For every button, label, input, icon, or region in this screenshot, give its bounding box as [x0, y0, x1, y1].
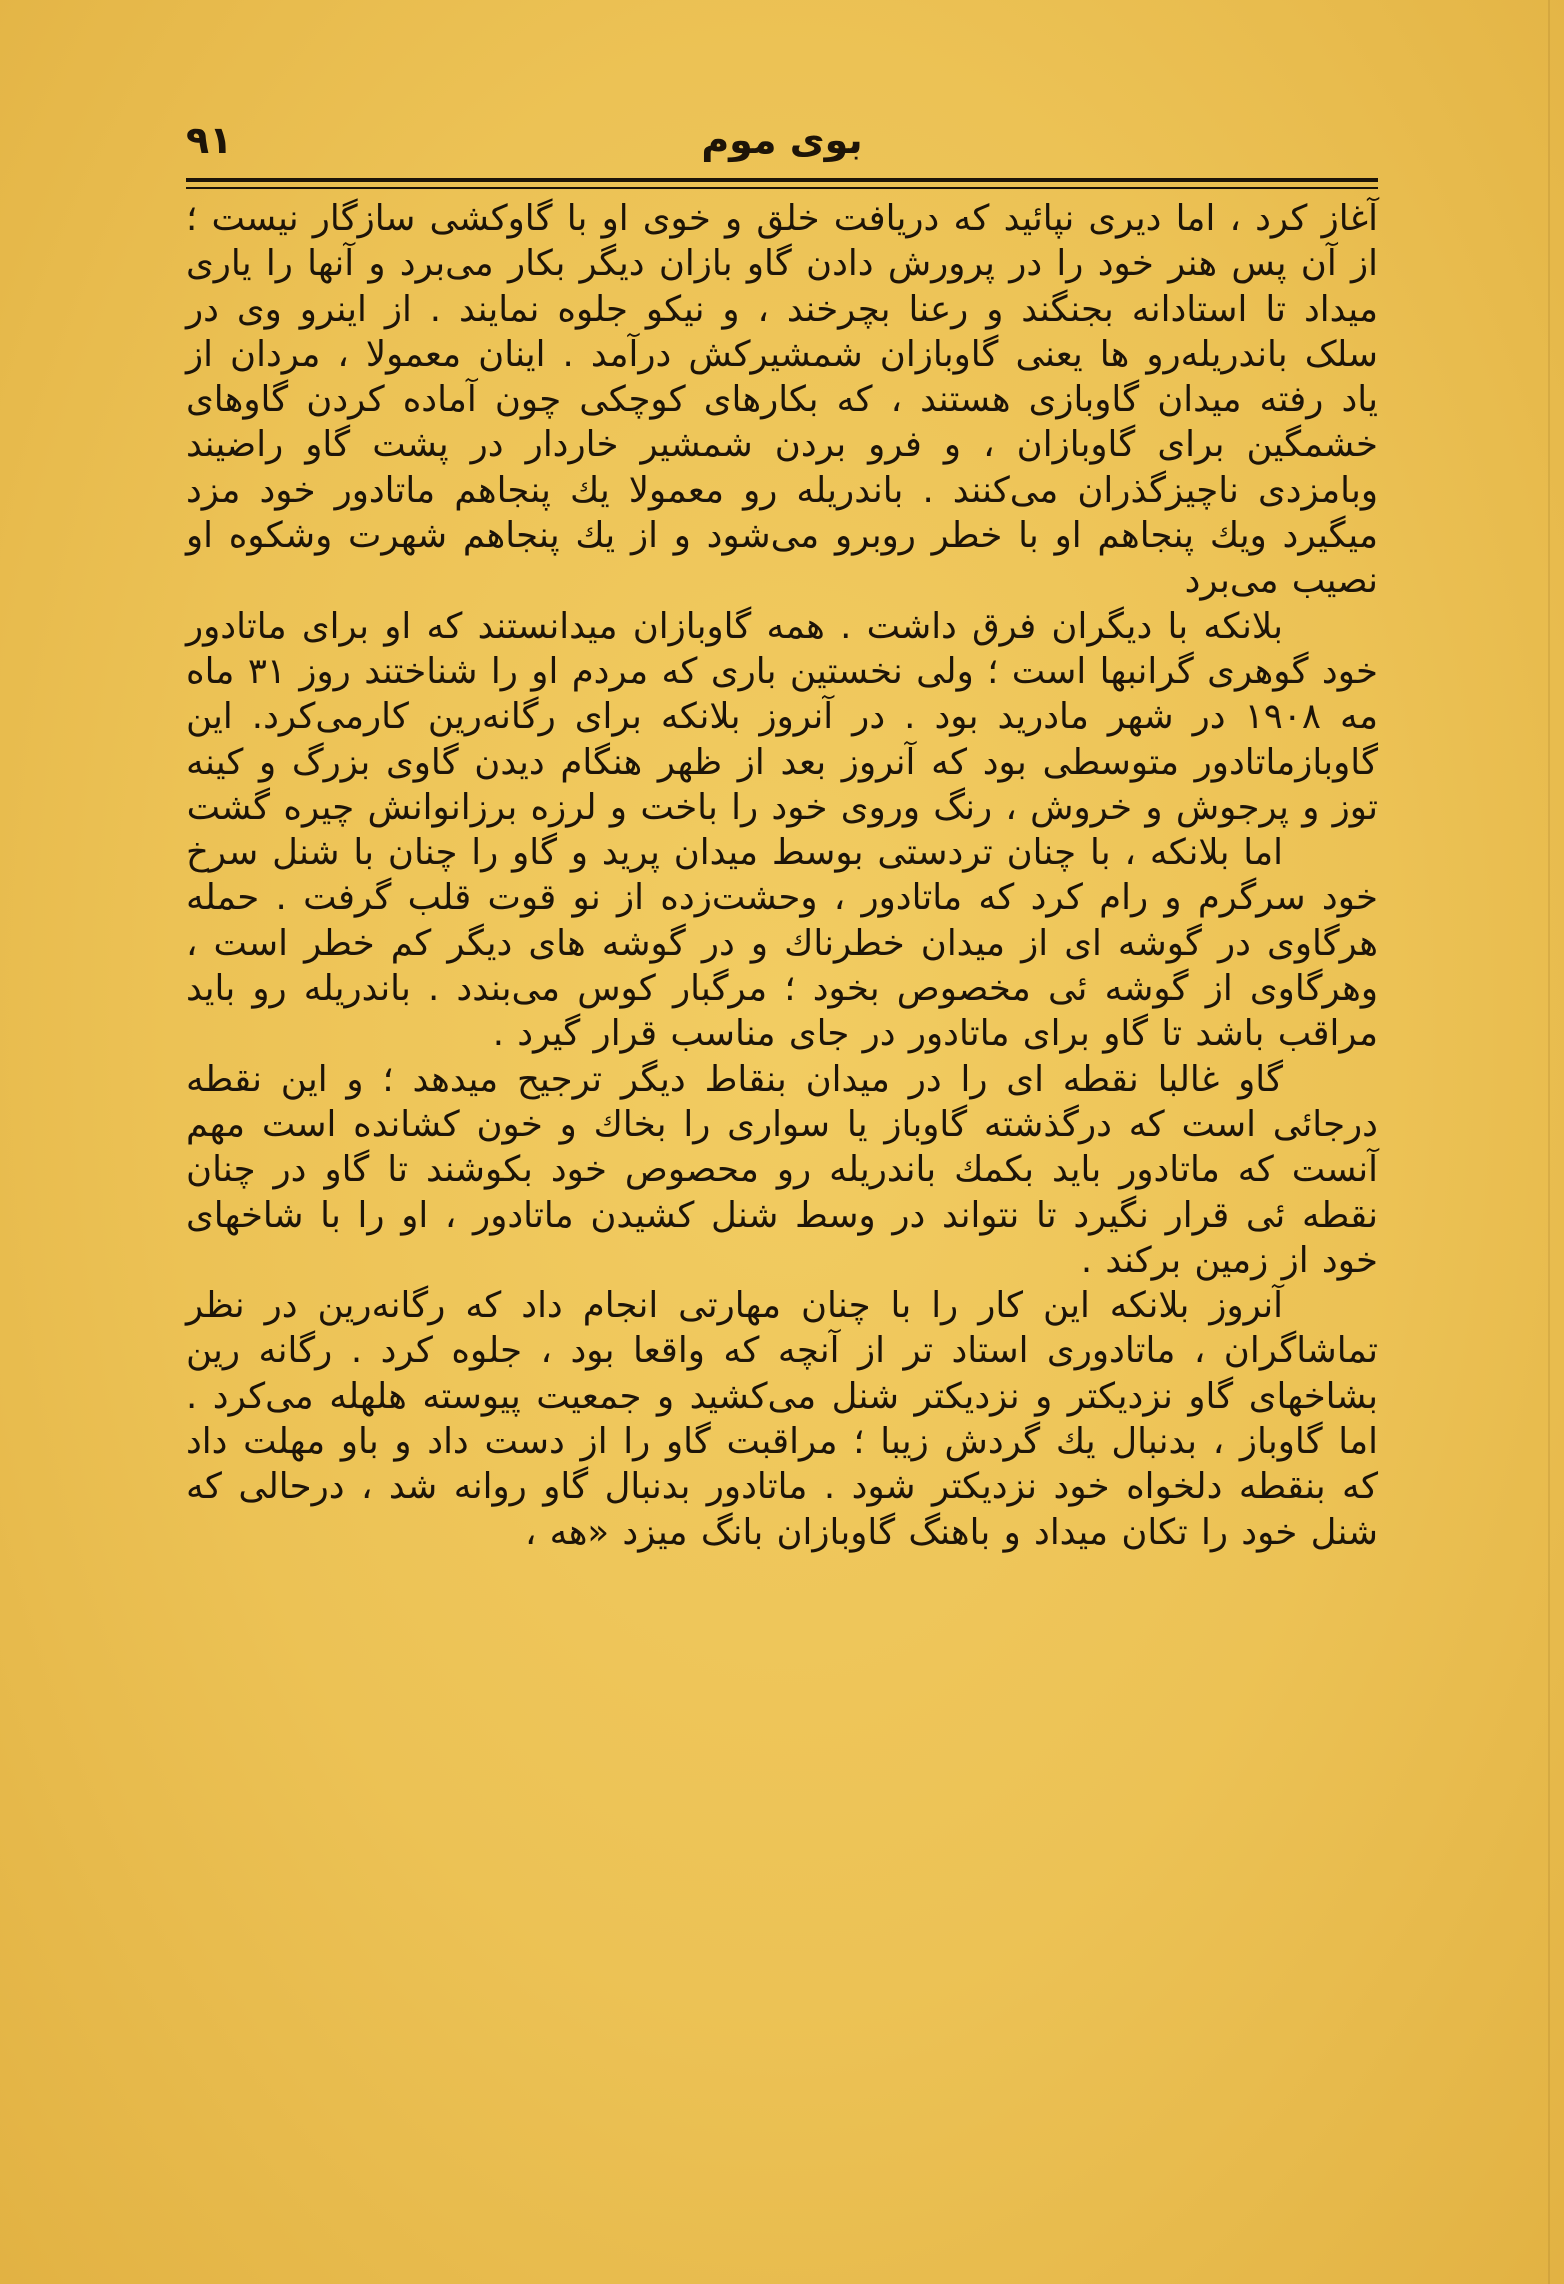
running-title: بوی موم: [701, 118, 863, 162]
page-edge-shadow: [1548, 0, 1550, 2284]
paragraph: بلانکه با دیگران فرق داشت . همه گاوبازان میدانستند که او برای ماتادور خود گوهری گرانبها است ؛ ولی نخستین باری که مردم او را شناختند روز ۳۱ ماه مه ۱۹۰۸ در شهر مادرید بود . در آنروز بلانکه برای رگانه‌رین کارمی‌کرد. این گاوبازماتادور متوسطی بود که آنروز بعد از ظهر هنگام دیدن گاوی بزرگ و کینه توز و پرجوش و خروش ، رنگ وروی خود را باخت و لرزه برزانوانش چیره گشت: [186, 605, 1379, 828]
paragraph: اما بلانکه ، با چنان تردستی بوسط میدان پرید و گاو را چنان با شنل سرخ خود سرگرم و رام کرد که ماتادور ، وحشت‌زده از نو قوت قلب گرفت . حمله هرگاوی در گوشه ای از میدان خطرناك و در گوشه های دیگر کم خطر است ، وهرگاوی از گوشه ئی مخصوص بخود ؛ مرگبار کوس می‌بندد . باندریله رو باید مراقب باشد تا گاو برای ماتادور در جای مناسب قرار گیرد .: [186, 832, 1378, 1055]
header-rule-thick: [186, 178, 1378, 182]
paragraph: آنروز بلانکه این کار را با چنان مهارتی انجام داد که رگانه‌رین در نظر تماشاگران ، ماتادوری استاد تر از آنچه که واقعا بود ، جلوه کرد . رگانه رین بشاخهای گاو نزدیکتر و نزدیکتر شنل می‌کشید و جمعیت پیوسته هلهله می‌کرد . اما گاوباز ، بدنبال یك گردش زیبا ؛ مراقبت گاو را از دست داد و باو مهلت داد که بنقطه دلخواه خود نزدیکتر شود . ماتادور بدنبال گاو روانه شد ، درحالی که شنل خود را تکان میداد و باهنگ گاوبازان بانگ میزد «هه ،: [186, 1285, 1378, 1553]
header-rule-thin: [186, 187, 1378, 189]
paragraph: آغاز کرد ، اما دیری نپائید که دریافت خلق و خوی او با گاوکشی سازگار نیست ؛ از آن پس هنر خود را در پرورش دادن گاو بازان دیگر بکار می‌برد و آنها را یاری میداد تا استادانه بجنگند و رعنا بچرخند ، و نیکو جلوه نمایند . از اینرو وی در سلک باندریله‌رو ها یعنی گاوبازان شمشیرکش درآمد . اینان معمولا ، مردان از یاد رفته میدان گاوبازی هستند ، که بکارهای کوچکی چون آماده کردن گاوهای خشمگین برای گاوبازان ، و فرو بردن شمشیر خاردار در پشت گاو راضیند وبامزدی ناچیزگذران می‌کنند . باندریله رو معمولا یك پنجاهم ماتادور خود مزد میگیرد ویك پنجاهم او با خطر روبرو می‌شود و از یك پنجاهم شهرت وشکوه او نصیب می‌برد: [186, 198, 1378, 602]
page-number: ۹۱: [186, 118, 233, 162]
body-text: [186, 196, 1378, 1555]
paragraph: گاو غالبا نقطه ای را در میدان بنقاط دیگر ترجیح میدهد ؛ و این نقطه درجائی است که درگذشته گاوباز یا سواری را بخاك و خون کشانده است مهم آنست که ماتادور باید بکمك باندریله رو محصوص خود بکوشند تا گاو در چنان نقطه ئی قرار نگیرد تا نتواند در وسط شنل کشیدن ماتادور ، او را با شاخهای خود از زمین برکند .: [186, 1058, 1378, 1281]
page-header: [186, 118, 1378, 180]
